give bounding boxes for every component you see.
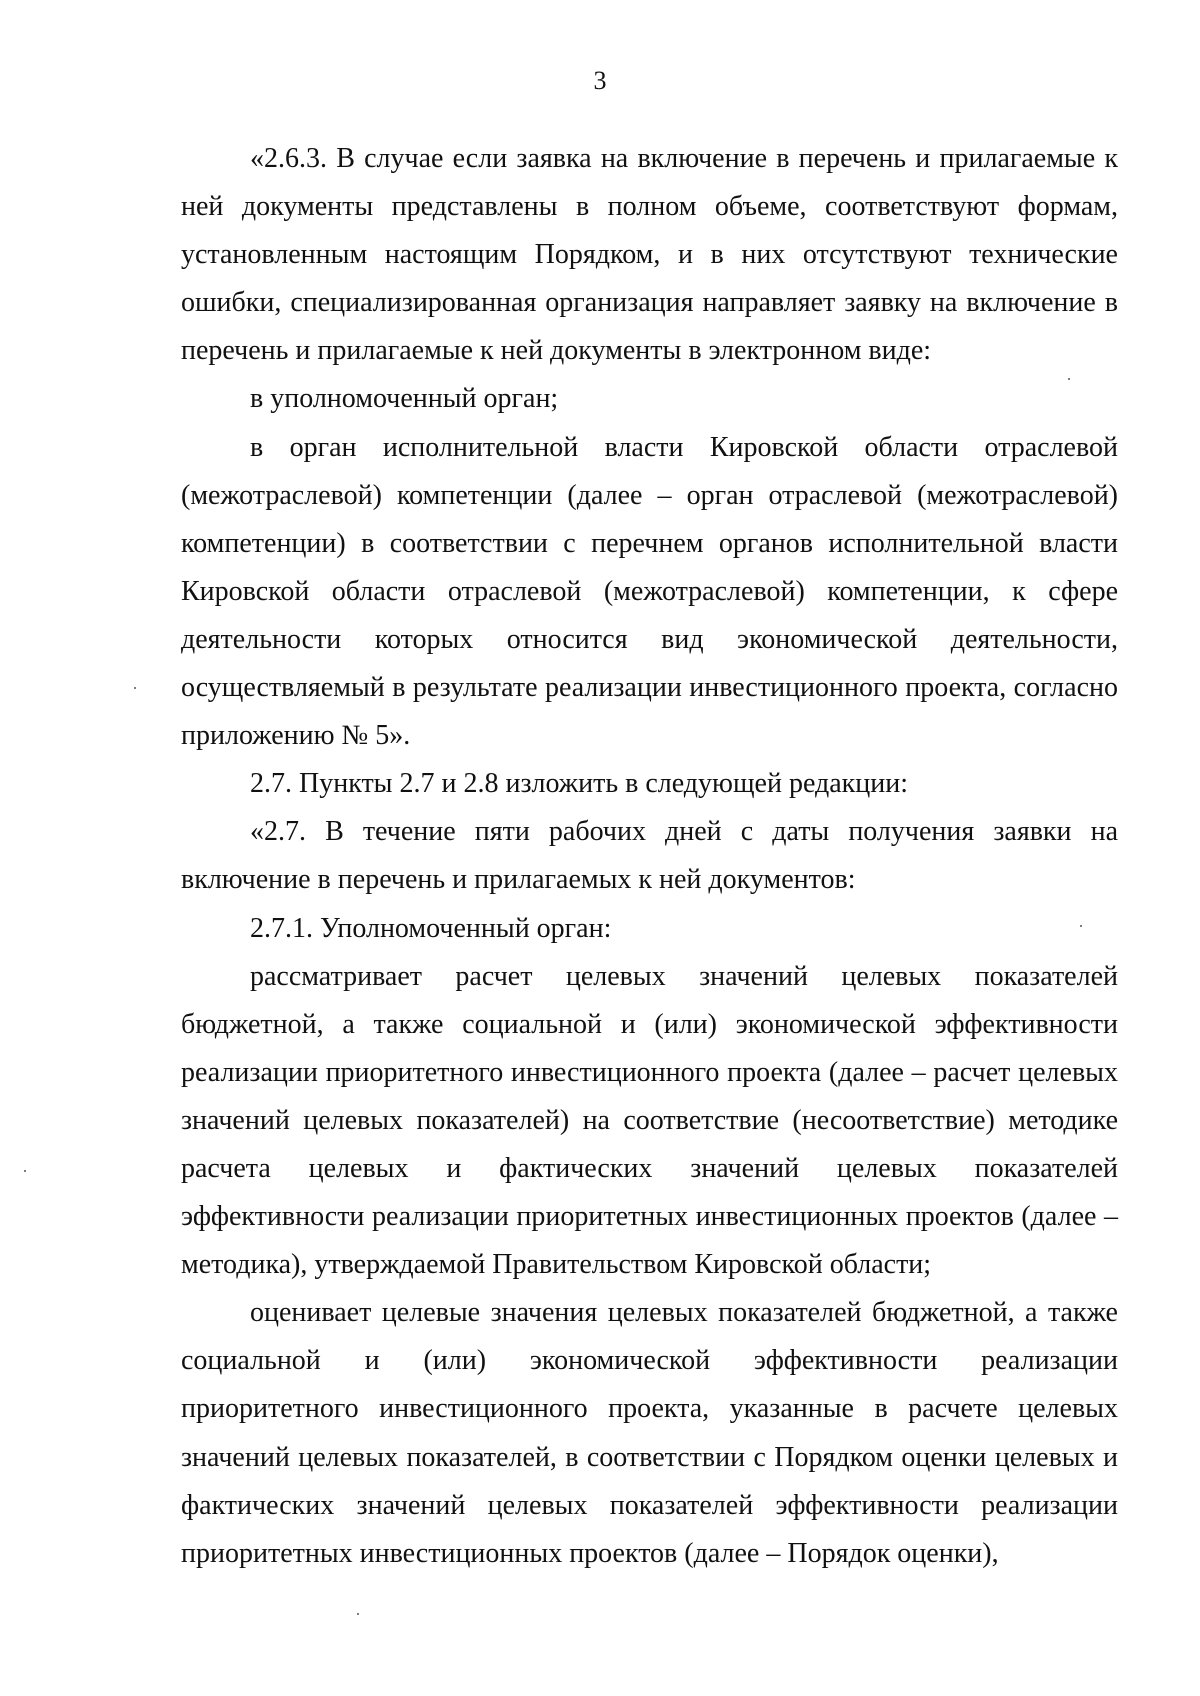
paragraph-2-7-heading: 2.7. Пункты 2.7 и 2.8 изложить в следующей редакции: [250,768,909,800]
scan-speck [357,1613,359,1615]
page-number: 3 [593,66,607,95]
scan-speck [1080,925,1082,927]
paragraph-2-6-3: «2.6.3. В случае если заявка на включение в перечень и прилагаемые к ней документы представлены в полном объеме, соответствуют формам, установленным настоящим Порядком, и в них отсутствуют технические ошибки, специализированная организация направляет заявку на включение в перечень и прилагаемые к ней документы в электронном виде: [181,143,1118,367]
paragraph-authorized-body: в уполномоченный орган; [250,383,559,415]
scan-speck [1068,378,1070,380]
scan-speck [24,1170,26,1172]
paragraph-2-7: «2.7. В течение пяти рабочих дней с даты получения заявки на включение в перечень и прилагаемых к ней документов: [181,816,1118,896]
paragraph-executive-body: в орган исполнительной власти Кировской области отраслевой (межотраслевой) компетенции (далее – орган отраслевой (межотраслевой) компетенции) в соответствии с перечнем органов исполнительной власти Кировской области отраслевой (межотраслевой) компетенции, к сфере деятельности которых относится вид экономической деятельности, осуществляемый в результате реализации инвестиционного проекта, согласно приложению № 5». [181,431,1118,752]
paragraph-reviews-calculation: рассматривает расчет целевых значений целевых показателей бюджетной, а также социальной и (или) экономической эффективности реализации приоритетного инвестиционного проекта (далее – расчет целевых значений целевых показателей) на соответствие (несоответствие) методике расчета целевых и фактических значений целевых показателей эффективности реализации приоритетных инвестиционных проектов (далее – методика), утверждаемой Правительством Кировской области; [181,960,1118,1281]
document-body [181,135,1118,1578]
scan-speck [134,687,136,689]
paragraph-2-7-1: 2.7.1. Уполномоченный орган: [250,912,612,944]
paragraph-evaluates-values: оценивает целевые значения целевых показателей бюджетной, а также социальной и (или) экономической эффективности реализации приоритетного инвестиционного проекта, указанные в расчете целевых значений целевых показателей, в соответствии с Порядком оценки целевых и фактических значений целевых показателей эффективности реализации приоритетных инвестиционных проектов (далее – Порядок оценки), [181,1297,1118,1569]
